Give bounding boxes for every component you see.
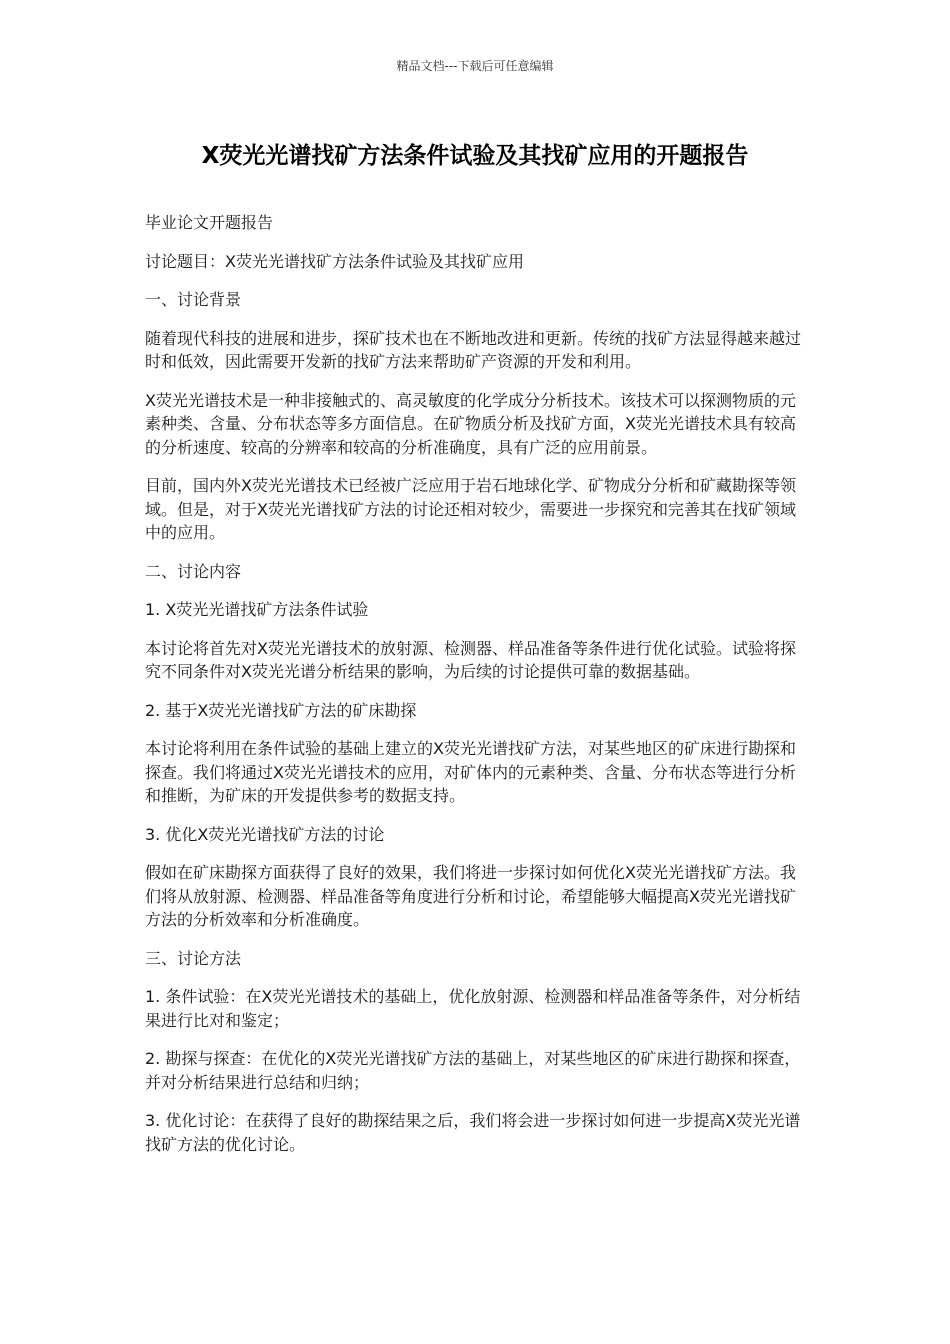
body-paragraph: 随着现代科技的进展和进步，探矿技术也在不断地改进和更新。传统的找矿方法显得越来越过时和低效，因此需要开发新的找矿方法来帮助矿产资源的开发和利用。 — [145, 328, 802, 371]
section-heading-content: 二、讨论内容 — [145, 561, 242, 581]
page-header-note: 精品文档---下载后可任意编辑 — [396, 59, 554, 73]
method-item: 2. 勘探与探查：在优化的X荧光光谱找矿方法的基础上，对某些地区的矿床进行勘探和探查，并对分析结果进行总结和归纳； — [145, 1049, 801, 1092]
body-paragraph: 本讨论将首先对X荧光光谱技术的放射源、检测器、样品准备等条件进行优化试验。试验将探究不同条件对X荧光光谱分析结果的影响，为后续的讨论提供可靠的数据基础。 — [145, 638, 796, 681]
document-title: X荧光光谱找矿方法条件试验及其找矿应用的开题报告 — [201, 143, 749, 169]
body-paragraph: 目前，国内外X荧光光谱技术已经被广泛应用于岩石地球化学、矿物成分分析和矿藏勘探等领域。但是，对于X荧光光谱找矿方法的讨论还相对较少，需要进一步探究和完善其在找矿领域中的应用。 — [145, 476, 796, 542]
body-paragraph: X荧光光谱技术是一种非接触式的、高灵敏度的化学成分分析技术。该技术可以探测物质的元素种类、含量、分布状态等多方面信息。在矿物质分析及找矿方面，X荧光光谱技术具有较高的分析速度、较高的分辨率和较高的分析准确度，具有广泛的应用前景。 — [145, 390, 796, 457]
doc-type-label: 毕业论文开题报告 — [145, 213, 274, 232]
subsection-heading: 1. X荧光光谱找矿方法条件试验 — [145, 600, 369, 619]
subsection-heading: 3. 优化X荧光光谱找矿方法的讨论 — [145, 824, 385, 844]
subsection-heading: 2. 基于X荧光光谱找矿方法的矿床勘探 — [145, 700, 417, 720]
topic-line: 讨论题目：X荧光光谱找矿方法条件试验及其找矿应用 — [145, 251, 524, 271]
section-heading-method: 三、讨论方法 — [145, 948, 242, 968]
body-paragraph: 假如在矿床勘探方面获得了良好的效果，我们将进一步探讨如何优化X荧光光谱找矿方法。我们将从放射源、检测器、样品准备等角度进行分析和讨论，希望能够大幅提高X荧光光谱找矿方法的分析效率和分析准确度。 — [145, 863, 796, 929]
method-item: 3. 优化讨论：在获得了良好的勘探结果之后，我们将会进一步探讨如何进一步提高X荧光光谱找矿方法的优化讨论。 — [145, 1111, 801, 1154]
section-heading-background: 一、讨论背景 — [145, 290, 242, 309]
method-item: 1. 条件试验：在X荧光光谱技术的基础上，优化放射源、检测器和样品准备等条件，对分析结果进行比对和鉴定； — [145, 987, 801, 1030]
body-paragraph: 本讨论将利用在条件试验的基础上建立的X荧光光谱找矿方法，对某些地区的矿床进行勘探和探查。我们将通过X荧光光谱技术的应用，对矿体内的元素种类、含量、分布状态等进行分析和推断，为矿床的开发提供参考的数据支持。 — [145, 739, 796, 805]
document-body — [145, 211, 805, 1171]
